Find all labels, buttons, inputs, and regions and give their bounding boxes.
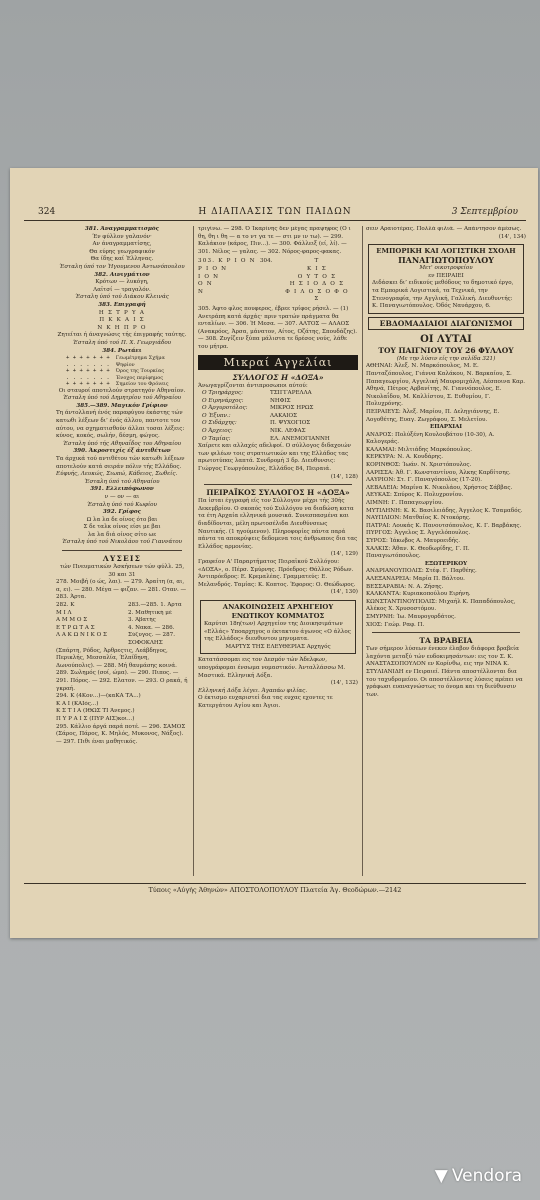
officer-role: Ο Άρχειος: [202, 428, 233, 435]
officer-role: Ο Ταμίας: [202, 435, 231, 442]
club-title: ΣΥΛΛΟΓΟΣ Η «ΔΟΞΑ» [232, 372, 324, 382]
province-entry: ΠΑΤΡΑΙ: Λουκάς Κ. Πανουτσόπουλος, Κ. Γ. Βαρβάκης. [366, 522, 522, 529]
province-entry: ΛΙΜΝΗ: Γ. Παπαγεωργίου. [366, 500, 444, 507]
puzzle-383-author: Έσταλη ύπό τού Π. Χ. Γεωργιάδου [72, 339, 172, 346]
club-officers [202, 390, 358, 443]
province-entry: ΛΕΒΑΔΕΙΑ: Μαρίνα Κ. Νικολάου, Χρήστος Σάββας. [366, 484, 513, 491]
piraeus-club-body: Πα ίσται έγγραφή είς τον Σύλλογον μέχρι τής 30ής Δεκεμβρίου. Ο σκοπός τού Συλλόγου να διαδώση κατα τα έτη Αρχαία ελληνικά μουσικά. Συνεσπασμένα και διαδίδονται, μέλη πρωτοσέλιδα Διευθύνσεως Ναυτικής. (1 ηγούμενον). Πληροφορίες πάντα παρά πάντα τα αποκρύψεις δεδομενα τοις άνθρωποις δια τας Ελλάδος αρμονίας. [198, 498, 358, 550]
printer-footer: Τύποις «Αύγής Άθηνών» ΑΠΟΣΤΟΛΟΠΟΥΛΟΥ Πλατεία Άγ. Θεοδώρων.—2142 [24, 883, 526, 898]
solvers-note: (Με την λύσιν είς την σελίδα 321) [396, 355, 496, 362]
abroad-entry: ΒΕΣΣΑΡΑΒΙΑ: Ν. Α. Ζήσης. [366, 583, 444, 590]
party-body: Κατατάσσομαι εις τον Δεσμόν τών Άδελφων, υπογράφομαι ένσωμα νομαστικόν. Άνταλλάσσω Μ. Μαστικά. Ελληνική Δόξα. [198, 657, 346, 679]
puzzle-381-title: 381. Άναγραμματισμός [84, 226, 160, 232]
officer-name: ΛΑΚΑΙΟΣ [270, 412, 298, 419]
party-line: Ελληνική Δόξα λέγει. Άγαπάω φιλίας. [198, 687, 308, 694]
abroad-entry: ΣΜΥΡΝΗ: Ίω. Μαυρογορδάτος. [366, 613, 456, 620]
puzzle-381-line: Θα ίδης καί Έλληνας. [90, 256, 154, 263]
solutions-subtitle: τών Πνευματικών Άσκήσεων τών φύλλ. 25, 30 και 31 [59, 564, 185, 578]
vendora-watermark [435, 1166, 522, 1186]
puzzle-382-title: 382. Αινιγμάτιον [94, 271, 150, 278]
party-body: Καρύτσι 18η(των) Αρχηγείον της Διοικησιμάτων «Ελλάς» Υποαρχηγος ο έκτακτου άγωνος «Ο άλλος της Ελλάδος» διευθυντου μηνυματα. [204, 620, 351, 643]
section-rule [204, 484, 352, 485]
solutions-text: (Σπάρτη, Ρόδος, Άρθρεςτις, Λεάβδηγος, Περικλής, Μεσσαλία, Έλπίδηνη, Δωνούπολις). — 288. Μή θαυμάσης κοινά. [56, 647, 177, 669]
solutions-text: 295. Κάλλιο άργά παρά ποτέ. — 296. ΣΑΜΟΣ (Σάρος, Πάρος, Κ. Μηλός, Μυκονος, Νάξος). — 297. Πιθι έναι μαθητικός. [56, 723, 186, 745]
abroad-entry: ΑΝΔΡΙΑΝΟΥΠΟΛΙΣ: Στέφ. Γ. Παρθέης. [366, 568, 477, 575]
solvers-piraeus: ΠΕΙΡΑΙΕΥΣ: Άλεξ. Μαρίου, Π. Δεληγιάννης, Ε. Λογοθέτης, Ευαγ. Ζωγράφου, Σ. Μελετίου. [366, 408, 500, 423]
solvers-athens: ΑΘΗΝΑΙ: Άλεξ. Ν. Μαρκόπουλος, Μ. Ε. Πανταζόπουλος, Γιάννα Καλάκου, Ν. Βαρκαίου, Σ. Παπαγεωργίου, Αγγελική Μαυρομιχάλη, Δέσποινα Καρ. Αθηνά, Πέτρος Αρβανίτης, Ν. Γιαννόπουλος, Ε. Νικολαΐδου, Μ. Καλλίστου, Σ. Ευθυμίου, Γ. Πολυχρόνης. [366, 363, 526, 408]
officer-role: Ο Ειρηνάρχος: [202, 397, 244, 404]
section-rule [372, 632, 520, 633]
column-puzzles [56, 226, 188, 880]
school-title: ΕΜΠΟΡΙΚΗ ΚΑΙ ΛΟΓΙΣΤΙΚΗ ΣΧΟΛΗ [376, 247, 516, 256]
abroad-entry: ΧΙΟΣ: Γεώρ. Ραφ. Π. [366, 621, 425, 628]
column-divider [362, 226, 363, 876]
puzzle-390-title: 390. Άκροστιχίς έξ άντιθέτων [73, 448, 171, 455]
solutions-continued: τριγίνω. — 298. Ό Ίκαρίνης δεν μέγας πραψηφος (Ο ι θη, θη ι θη — α το ντ γα τε — στι μν ιν τω). — 299. Καλάκιον (κάρος, Πιν...). — 300. Φάλλειξ (εί, λί). — 301. Νέλος — γαλας. — 302. Νόρος-φαρος-φακας. [198, 226, 351, 255]
solutions-grid: 282. Κ Μ Ι Λ Α Μ Μ Ο Σ Ε Τ Ρ Ω Τ Α Σ Λ Α Κ Ω Ν Ι Κ Ο Σ [56, 602, 107, 639]
prizes-body: Των σήμερον λύσεων ένεκεν έλαβον διάφορα βραβεία λαχόντα μεταξύ τών ευδοκιμησάντων: εις τον Σ. Κ. ΑΝΑΣΤΑΣΟΠΟΥΛΟΝ εν Κορίνθω, εις την ΝΙΝΑ Κ. ΣΤΥΛΙΑΝΙΔΗ εν Πειραιεί. Πάντα αποστέλλονται δια του ταχυδρομείου. Οι αποστέλλοντες λύσεις πρέπει να γράφωσι ευαναγνώστως το όνομα και τη διεύθυνσιν των. [366, 646, 523, 698]
puzzle-381-author: Έσταλη ύπό τον Ήγουμενου Άντωνόπουλου [59, 263, 185, 270]
officer-role: Ο Έξυπν.: [202, 412, 231, 419]
prizes-title: ΤΑ ΒΡΑΒΕΙΑ [419, 636, 473, 646]
puzzle-390-author: Έσταλη ύπό τού Αθηναίου [84, 478, 160, 485]
puzzle-392-row: Σ δε ταλκ οίνος είσι με βαι [83, 524, 161, 531]
puzzle-384-labels: Γεωμέτρημα Σχήμα Ψηφίον Όρος της Τουρκίας Ένοχος περίφημος Σημείον του Φρόνεις [115, 355, 169, 388]
province-entry: ΚΟΡΙΝΘΟΣ: Ίωάν. Ν. Χριστόπουλος. [366, 462, 472, 469]
puzzle-392-row: λα λα διά οίνος σίτο ωε [87, 531, 157, 538]
club-intro: Άνωγαγρίζονται άντιπροσωποι αύτού: [198, 382, 308, 389]
puzzle-392-author: Έσταλη ύπό τού Νικολάου τού Γιαννάτου [61, 539, 183, 546]
puzzle-391-line: ν — ον — αι [104, 493, 140, 500]
abroad-entry: ΚΑΛΚΑΝΤΑ: Κυριακοπούλου Ειρήνη. [366, 591, 471, 598]
puzzle-382-author: Έσταλη ύπό τού Διάκου Κλεινάς [75, 294, 169, 301]
puzzle-383-grid-row: Ν Κ Η Π Ρ Ο [97, 324, 147, 331]
solutions-grid: 303. Κ Ρ Ι Ο Ν 304. Τ Ρ Ι Ο Ν Κ Ι Σ Ι Ο Ν Ο Υ Τ Ο Σ Ο Ν Η Σ Ι Ο Δ Ο Σ Ν Φ Ι Λ Ο Σ Ο Φ Ο Σ [198, 258, 349, 303]
school-body: Διδάσκει δι’ ειδικούς μεθόδους το δημοτικό έργο, τα Εμπορικά Λογιστικά, τα Τεχνικά, την Στενογραφία, την Αγγλική, Γαλλική. Διευθυντής: Κ. Παναγιωτόπουλος. Όδός Ναυάρχου, 6. [372, 280, 514, 310]
small-ads-banner: Μικραί Αγγελίαι [198, 355, 358, 370]
puzzle-383-caption: Ζητείται ή άναγνώσις τής έπιγραφής ταύτης. [57, 332, 187, 339]
page-number: 324 [38, 207, 56, 217]
puzzle-383-grid-row: Η Σ Τ Ρ Υ Α [98, 309, 146, 316]
puzzle-390-text: Τα άρχικά τού αντιθέτου τών κατωθι λέξεων αποτελούν κατά σειράν πόλιν τής Ελλάδος. [56, 455, 185, 470]
province-entry: ΝΑΥΠΛΙΟΝ: Ματθαίος Κ. Ντοκόρης. [366, 515, 471, 522]
column-announcements [198, 226, 358, 880]
puzzle-392-row: Ω λα λα δε οίνος ότο βαι [86, 516, 158, 523]
puzzle-384-caption: Οι σταυροί αποτελούν στρατηγόν Αθηναίον. [58, 387, 186, 394]
abroad-title: ΕΞΩΤΕΡΙΚΟΥ [424, 560, 468, 567]
puzzle-384-title: 384. Ρωτάει [102, 347, 142, 354]
officer-name: ΝΗΦΙΣ [270, 397, 291, 404]
puzzle-381-line: Αν άναγραμματίσης, [92, 241, 152, 248]
solutions-grid2-row: 294. Κ (4Κον...)—(καΚΑ ΤΑ...) [56, 693, 141, 700]
officer-name: ΤΣΙΓΓΑΡΕΛΛΑ [270, 390, 312, 397]
puzzle-382-line: Λαϊτσί — τραγαλόν. [93, 286, 151, 293]
school-place: εν ΠΕΙΡΑΙΕΙ [428, 272, 464, 279]
solutions-figure [56, 602, 188, 648]
province-entry: ΜΥΤΙΛΗΝΗ: Κ. Κ. Βασιλειάδης, Άγγελος Κ. Τσαμαδός. [366, 507, 523, 514]
weekly-contest-header [368, 317, 524, 330]
officer-name: ΜΙΚΡΟΣ ΗΡΩΣ [270, 405, 314, 412]
puzzle-384-dots: + + + + + + + . . . . . . . + + + + + + + . . . . . . . + + + + + + + [66, 355, 110, 388]
vendora-text: Vendora [451, 1166, 522, 1186]
province-entry: ΛΕΥΚΑΣ: Σπύρος Κ. Πολυχρονίου. [366, 492, 464, 499]
puzzle-381-line: Θα εύρης γεωγραφικόν [89, 248, 155, 255]
puzzle-390-words: Εύφυής, Λευκώς, Σιωπώ, Κάδειος, Σωθείς. [56, 471, 178, 478]
party-title: ΕΝΩΤΙΚΟΥ ΚΟΜΜΑΤΟΣ [231, 611, 325, 620]
puzzle-385-text: Τη άντολλανή ένός παραφύγου έκάστης τών κατωθι λέξεων δι’ ένός άλλου, παντοτε του αύτου, να σχηματισθούν άλλαι τοσαι λέξεις: κύνος, κοκός, σωλήν, δέσμη, φώγος. [56, 410, 185, 440]
party-announcement-box [200, 600, 356, 654]
section-rule [62, 550, 182, 551]
puzzle-383-title: 383. Επιγραφή [98, 301, 146, 308]
newspaper-page [10, 168, 538, 938]
puzzle-384-figure [56, 355, 188, 388]
puzzle-391-author: Έσταλη ύπό τού Κωφίου [87, 501, 157, 508]
puzzle-385-title: 385.—389. Μαγικόν Γρίφιον [76, 402, 168, 409]
weekly-title: ΕΒΔΟΜΑΔΙΑΙΟΙ ΔΙΑΓΩΝΙΣΜΟΙ [379, 318, 513, 328]
officer-name: ΕΛ. ΑΝΕΜΟΓΙΑΝΝΗ [270, 435, 330, 442]
puzzle-385-author: Έσταλη ύπό τής Αθηναΐδος του Αθηναίου [62, 440, 182, 447]
province-entry: ΣΥΡΟΣ: Ίάκωβος Α. Μαυροειδής. [366, 538, 460, 544]
masthead-title: Η ΔΙΑΠΛΑΣΙΣ ΤΩΝ ΠΑΙΔΩΝ [198, 207, 352, 217]
province-entry: ΚΕΡΚΥΡΑ: Ν. Α. Κουδάρης. [366, 454, 444, 461]
ad-code: (14', 129) [330, 551, 358, 558]
officer-role: Ο Τριηράρχος: [202, 390, 244, 397]
abroad-entry: ΚΩΝΣΤΑΝΤΙΝΟΥΠΟΛΙΣ: Μιχαήλ Κ. Παπαδόπουλος, Αλέκος Χ. Χρυσοστόμου. [366, 598, 516, 613]
ad-code: (14', 132) [330, 680, 358, 687]
province-entry: ΠΥΡΓΟΣ: Άγγελος Σ. Άγγελόπουλος. [366, 530, 471, 537]
officer-role: Ο Σιδάρχης: [202, 420, 237, 427]
puzzle-392-title: 392. Γρίφος [102, 509, 142, 516]
puzzle-384-author: Έσταλη ύπό τού Δημητρίου τού Αθηναίου [62, 395, 182, 402]
club-body: Χαίρετε και αλλαχές αδελφοί. Ο σύλλογος διδαχοιών των φιλέων τοις στρατιωτικών και της Ελλάδος τας πρωτοτύπας λαπτά. Συνδρομή 3 δρ. Διευθυνσις: Γιώργος Γεωργόπουλος, Ελλάδος 84, Πειραιά. [198, 443, 351, 473]
puzzle-391-title: 391. Ελλειπόφωνον [90, 486, 154, 493]
solvers-title: ΟΙ ΛΥΤΑΙ [420, 333, 472, 345]
solutions-title: ΛΥΣΕΙΣ [102, 554, 142, 564]
solutions-grid2-row: Κ Α Ι (ΚΑΙός...) [56, 700, 99, 707]
piraeus-club-body: Γραφείον Α' Παραρτήματος Πειραϊκού Συλλόγου: «ΔΟΞΑ», ο. Πέρσ. Σμύρνης. Πρόεδρος: Θάλλος Ρόδων. Άντιπρόεδρος: Ε. Κρεμαλέας. Γραμματεύς: Ε. Μελανδρός. Ταμίας: Κ. Κοπτος. Έφορος: Ο. Θεώδωρος. [198, 558, 356, 588]
party-title: ΑΝΑΚΟΙΝΩΣΕΙΣ ΑΡΧΗΓΕΙΟΥ [222, 602, 334, 611]
province-entry: ΑΝΔΡΟΣ: Πολύξένη Κουλουβάτου (10-30), Α. Καλογεράς. [366, 431, 495, 446]
solutions-text: 289. Σωλημός (σοί, ώμα). — 290. Πιπος. — 291. Πόρος. — 292. Ελατον. — 293. Ο ρακά, ή γκραή. [56, 670, 188, 692]
column-divider [193, 226, 194, 876]
provinces-title: ΕΠΑΡΧΙΑΙ [429, 424, 462, 431]
solutions-text: 278. Μοιβή (ο ώς, λαι). — 279. Άραίτη (α, αι, α, ει). — 280. Μέγα — φιζαν. — 281. Οταν. — 283. Άρτα. [56, 579, 187, 601]
solvers-subtitle: ΤΟΥ ΠΑΙΓΝΙΟΥ ΤΟΥ 26 ΦΥΛΛΟΥ [378, 345, 514, 355]
province-entry: ΛΑΡΙΣΣΑ: Άθ. Γ. Κωνσταντίνου, Άλκης Καρδίτσης. [366, 469, 511, 476]
officer-name: ΝΙΚ. ΛΕΦΑΣ [270, 428, 306, 435]
school-ad-box [368, 244, 524, 314]
issue-date: 3 Σεπτεμβρίου [451, 207, 518, 217]
piraeus-club-title: ΠΕΙΡΑΪΚΟΣ ΣΥΛΛΟΓΟΣ Η «ΔΟΞΑ» [206, 488, 350, 498]
ad-code: (14', 128) [330, 473, 358, 480]
school-subtitle: Μετ' οικοτροφείου [419, 265, 473, 272]
officer-role: Ο Άργυροτόλος: [202, 405, 248, 412]
vendora-logo-icon: ▼ [434, 1166, 448, 1186]
province-entry: ΛΑΥΡΙΟΝ: Στ. Γ. Παναγόπουλος (17-20). [366, 477, 483, 484]
ad-continued: σειν Αραιοτέρας. Πολλά φιλιά. — Απάντησον άμέσως. [366, 226, 522, 232]
school-name: ΠΑΝΑΓΙΩΤΟΠΟΥΛΟΥ [398, 255, 494, 266]
solutions-grid2-row: Π Υ Ρ Α Ι Σ (ΠΥΡ ΑΙΣ)κοι...) [56, 715, 135, 722]
province-entry: ΚΑΛΑΜΑΙ: Μιλτιάδης Μαρκόπουλος. [366, 446, 473, 453]
ad-code: (14', 130) [330, 589, 358, 596]
solutions-text: 305. Άφτο φλος πουφερος, έβρεε τρίφος ρήσελ. — (1) Ανετράπη κατά άρχάς· πριν τρατών πράγματα θα ενταλίων. — 306. Ή Μεσα. — 307. ΑΛΤΟΣ — ΑΛΑΟΣ (Ανακρόος, Άρσα, μάνατον, Αίτος, Οζάτης, Σπουδάζης). — 308. Ζυγίζειν ξύπα μάλιστα τε δρέσος νούς, λάθε του μήτρα. [198, 305, 358, 350]
puzzle-381-line: Έν φύλλον γαλανόν· [92, 233, 152, 240]
page-header [24, 204, 526, 221]
party-motto: ΜΑΡΤΥΣ ΤΗΣ ΕΛΕΥΘΕΡΙΑΣ Αρχηγός [225, 643, 331, 650]
solutions-side: 283.—285. 1. Άρτα 2. Μαθητική μέ 3. Άβατής 4. Νακα. — 286. Σύζυγος. — 287. ΣΟΦΟΚΛΗΣ [128, 602, 182, 646]
party-body: Ο έκτισμο ευχαριστεί δια τας ευχας εχοντες τε Κατεργάτου Αγίου και Άγιοι. [198, 695, 333, 709]
solutions-grid2-row: Κ Σ Τ Ι Α (ΙΘΩΣ ΤΙ Άνεμος.) [56, 708, 135, 715]
officer-name: Π. ΨΥΧΟΓΙΟΣ [270, 420, 311, 427]
column-contests [366, 226, 526, 880]
abroad-entry: ΑΛΕΞΑΝΔΡΕΙΑ: Μαρία Π. Βάλτου. [366, 575, 465, 582]
ad-code: (14', 134) [498, 233, 526, 240]
puzzle-382-line: Κρότων — λυκόγη, [95, 279, 149, 286]
puzzle-383-grid-row: Π Κ Κ Α Ι Σ [99, 317, 145, 324]
province-entry: ΧΑΛΚΙΣ: Άθαν. Κ. Θεοδωρίδης, Γ. Π. Παναγιωτόπουλος. [366, 545, 470, 560]
